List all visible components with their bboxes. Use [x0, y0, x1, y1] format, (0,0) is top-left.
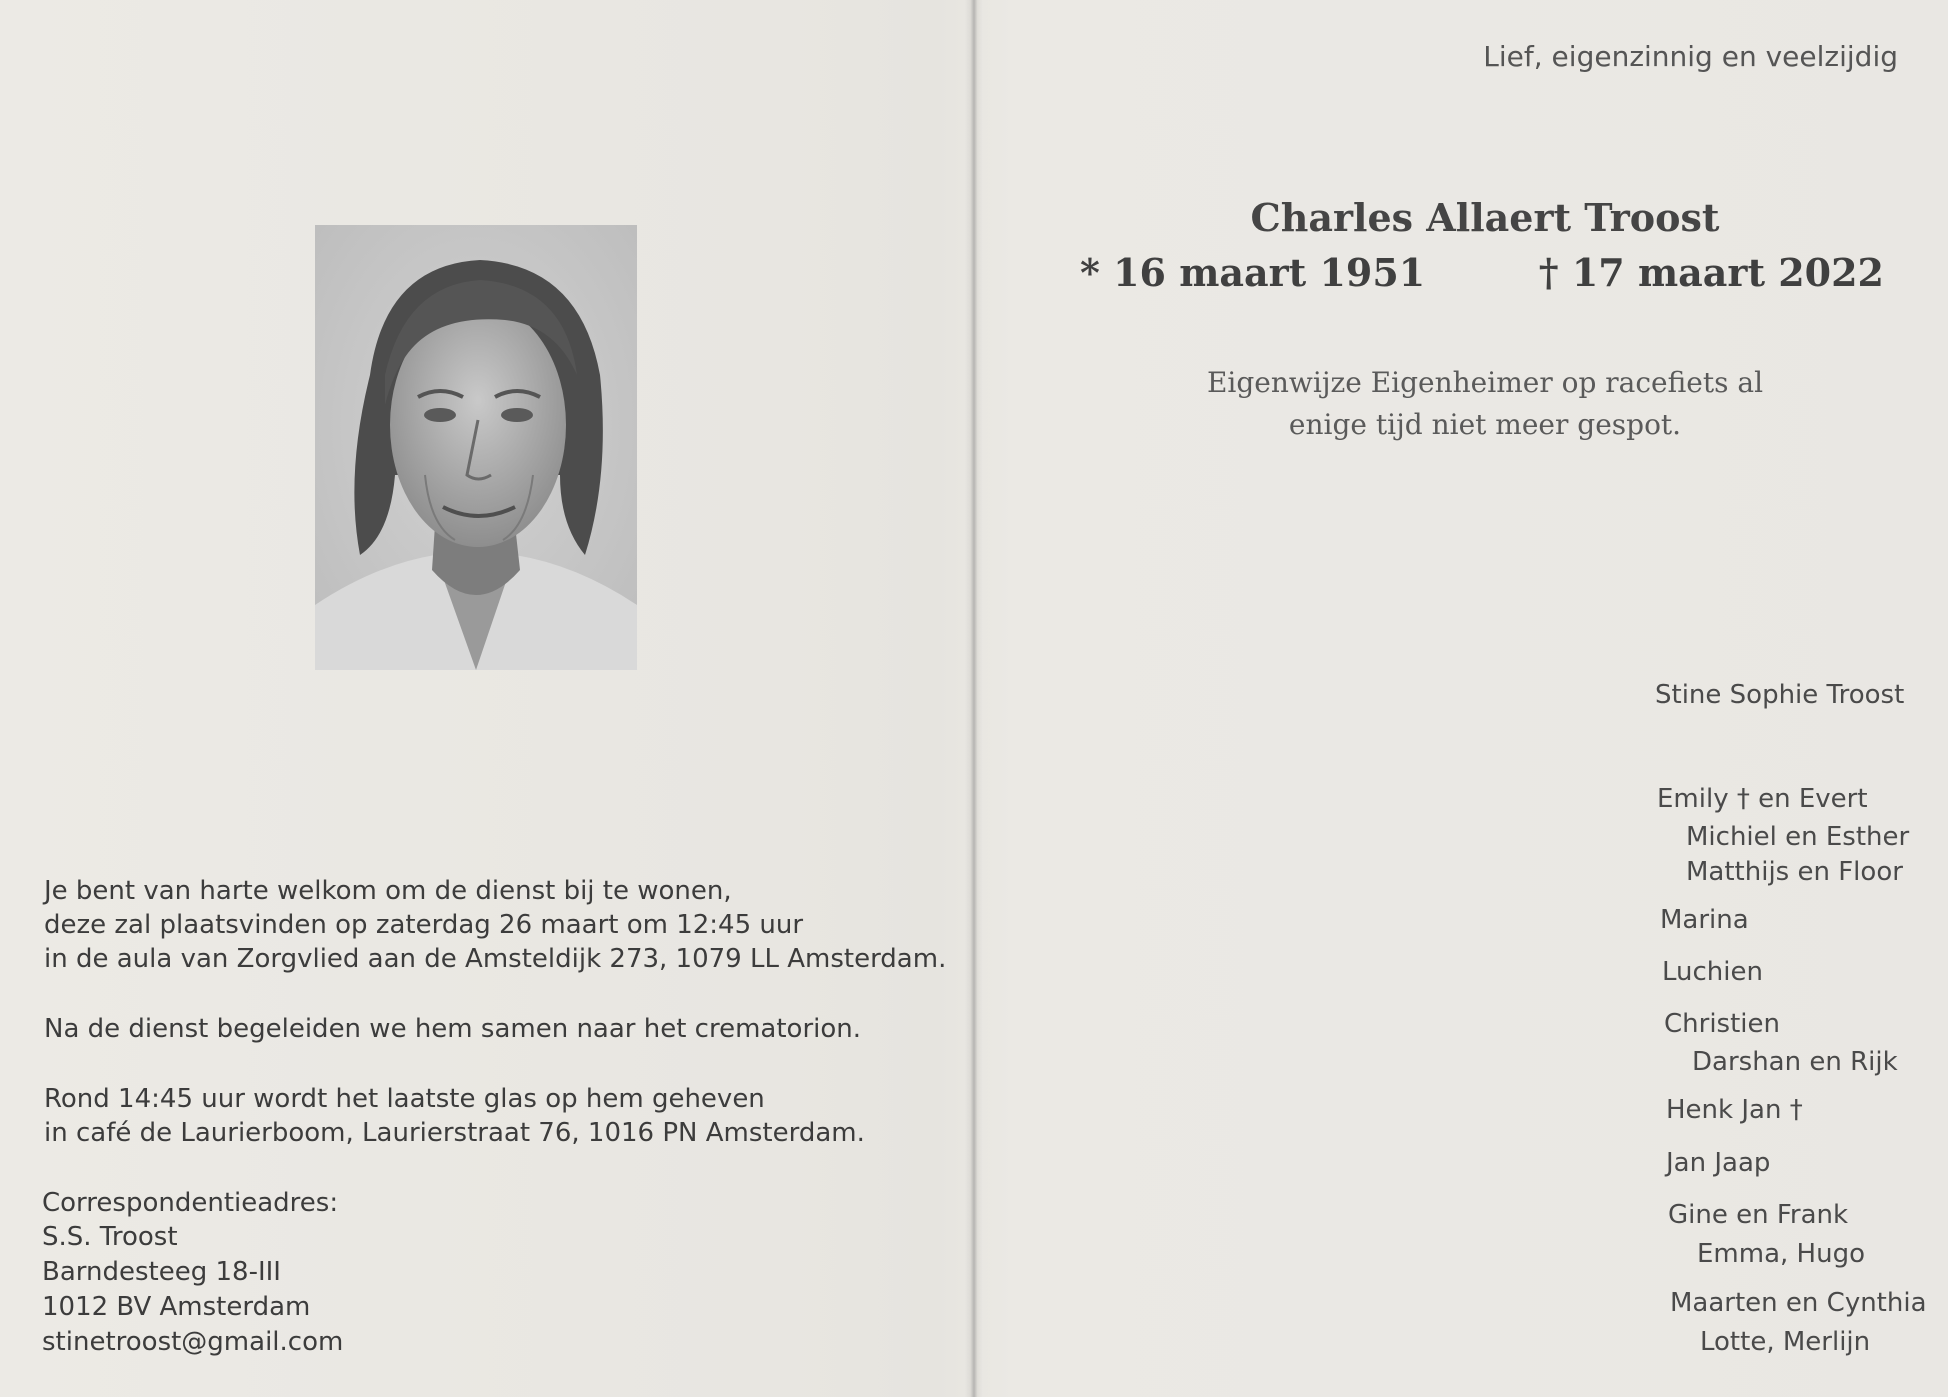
family-member: Gine en Frank	[1668, 1200, 1849, 1230]
family-member: Lotte, Merlijn	[1700, 1327, 1871, 1357]
death-date: † 17 maart 2022	[1538, 250, 1884, 295]
card-fold	[965, 0, 983, 1397]
family-member: Luchien	[1662, 957, 1763, 987]
portrait-photo	[315, 225, 637, 670]
address-city: 1012 BV Amsterdam	[42, 1292, 311, 1322]
birth-date: * 16 maart 1951	[1080, 250, 1426, 295]
family-member: Marina	[1660, 905, 1749, 935]
invitation-line-3: in de aula van Zorgvlied aan de Amsteldijk 273, 1079 LL Amsterdam.	[44, 944, 947, 974]
family-member: Darshan en Rijk	[1692, 1047, 1898, 1077]
address-street: Barndesteeg 18-III	[42, 1257, 281, 1287]
family-member: Christien	[1664, 1009, 1780, 1039]
address-name: S.S. Troost	[42, 1222, 178, 1252]
motto: Lief, eigenzinnig en veelzijdig	[1483, 40, 1898, 73]
crematorium-line: Na de dienst begeleiden we hem samen naar het crematorion.	[44, 1014, 862, 1044]
family-member: Henk Jan †	[1666, 1095, 1803, 1125]
verse	[1075, 362, 1895, 446]
family-member: Michiel en Esther	[1686, 822, 1910, 852]
family-member: Jan Jaap	[1666, 1148, 1771, 1178]
family-member: Maarten en Cynthia	[1670, 1288, 1927, 1318]
verse-line-2: enige tijd niet meer gespot.	[1288, 408, 1682, 441]
family-member: Emily † en Evert	[1657, 784, 1868, 814]
reception-line-1: Rond 14:45 uur wordt het laatste glas op hem geheven	[44, 1084, 765, 1114]
invitation-line-2: deze zal plaatsvinden op zaterdag 26 maart om 12:45 uur	[44, 910, 804, 940]
verse-line-1: Eigenwijze Eigenheimer op racefiets al	[1206, 366, 1764, 399]
family-member: Stine Sophie Troost	[1655, 680, 1905, 710]
deceased-name: Charles Allaert Troost	[1250, 195, 1720, 240]
family-member: Matthijs en Floor	[1686, 857, 1903, 887]
reception-line-2: in café de Laurierboom, Laurierstraat 76, 1016 PN Amsterdam.	[44, 1118, 865, 1148]
address-heading: Correspondentieadres:	[42, 1188, 339, 1218]
address-email: stinetroost@gmail.com	[42, 1327, 344, 1357]
family-member: Emma, Hugo	[1697, 1239, 1865, 1269]
invitation-line-1: Je bent van harte welkom om de dienst bij te wonen,	[44, 876, 732, 906]
